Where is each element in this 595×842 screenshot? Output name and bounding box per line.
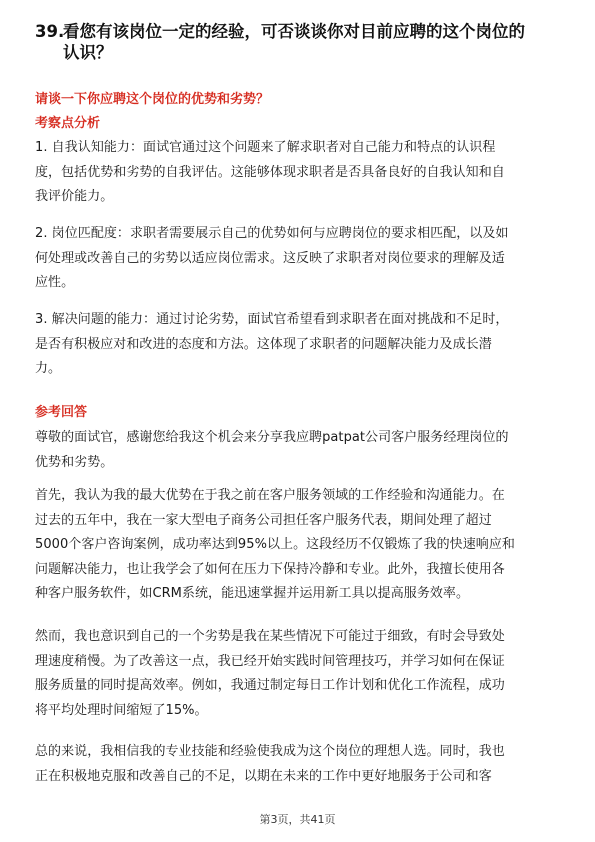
answer-paragraph-4-line: 正在积极地克服和改善自己的不足，以期在未来的工作中更好地服务于公司和客 [35,768,492,784]
question-title [35,21,565,63]
answer-paragraph-1-line: 尊敬的面试官，感谢您给我这个机会来分享我应聘patpat公司客户服务经理岗位的 [35,430,509,445]
analysis-item-3-line: 是否有积极应对和改进的态度和方法。这体现了求职者的问题解决能力及成长潜 [35,336,492,352]
analysis-item-3-line: 力。 [35,361,62,376]
answer-paragraph-2-line: 种客户服务软件，如CRM系统，能迅速掌握并运用新工具以提高服务效率。 [35,586,470,601]
analysis-item-1-line: 1. 自我认知能力：面试官通过这个问题来了解求职者对自己能力和特点的认识程 [35,140,496,155]
answer-paragraph-2 [35,484,560,607]
analysis-item-3 [35,308,560,382]
analysis-heading: 考察点分析 [35,116,101,131]
answer-paragraph-3-line: 理速度稍慢。为了改善这一点，我已经开始实践时间管理技巧，并学习如何在保证 [35,653,505,669]
answer-paragraph-2-line: 5000个客户咨询案例，成功率达到95%以上。这段经历不仅锻炼了我的快速响应和 [35,537,515,552]
page-footer: 第3页，共41页 [259,813,336,826]
answer-paragraph-2-line: 问题解决能力，也让我学会了如何在压力下保持冷静和专业。此外，我擅长使用各 [35,561,505,577]
answer-paragraph-2-line: 过去的五年中，我在一家大型电子商务公司担任客户服务代表，期间处理了超过 [35,512,492,528]
sub-question: 请谈一下你应聘这个岗位的优势和劣势？ [35,92,270,107]
answer-paragraph-3-line: 然而，我也意识到自己的一个劣势是我在某些情况下可能过于细致，有时会导致处 [35,629,505,644]
answer-paragraph-1-line: 优势和劣势。 [35,454,114,470]
analysis-item-2 [35,222,560,296]
analysis-item-2-line: 2. 岗位匹配度：求职者需要展示自己的优势如何与应聘岗位的要求相匹配，以及如 [35,226,509,241]
analysis-item-1-line: 度，包括优势和劣势的自我评估。这能够体现求职者是否具备良好的自我认知和自 [35,164,505,180]
answer-heading: 参考回答 [35,405,88,420]
answer-paragraph-2-line: 首先，我认为我的最大优势在于我之前在客户服务领域的工作经验和沟通能力。在 [35,488,505,503]
question-number: 39. [35,22,65,41]
answer-paragraph-1 [35,426,560,475]
question-title-line-2: 认识？ [63,43,113,62]
analysis-item-2-line: 应性。 [35,275,75,290]
answer-paragraph-3 [35,625,560,723]
answer-paragraph-4-line: 总的来说，我相信我的专业技能和经验使我成为这个岗位的理想人选。同时，我也 [35,744,505,759]
answer-paragraph-3-line: 将平均处理时间缩短了15%。 [35,702,208,718]
analysis-item-3-line: 3. 解决问题的能力：通过讨论劣势，面试官希望看到求职者在面对挑战和不足时， [35,312,509,327]
answer-paragraph-4 [35,740,560,789]
analysis-item-1-line: 我评价能力。 [35,189,114,204]
analysis-item-2-line: 何处理或改善自己的劣势以适应岗位需求。这反映了求职者对岗位要求的理解及适 [35,250,505,266]
answer-paragraph-3-line: 服务质量的同时提高效率。例如，我通过制定每日工作计划和优化工作流程，成功 [35,678,505,693]
analysis-item-1 [35,136,560,210]
question-title-line-1: 看您有该岗位一定的经验，可否谈谈你对目前应聘的这个岗位的 [63,22,525,41]
